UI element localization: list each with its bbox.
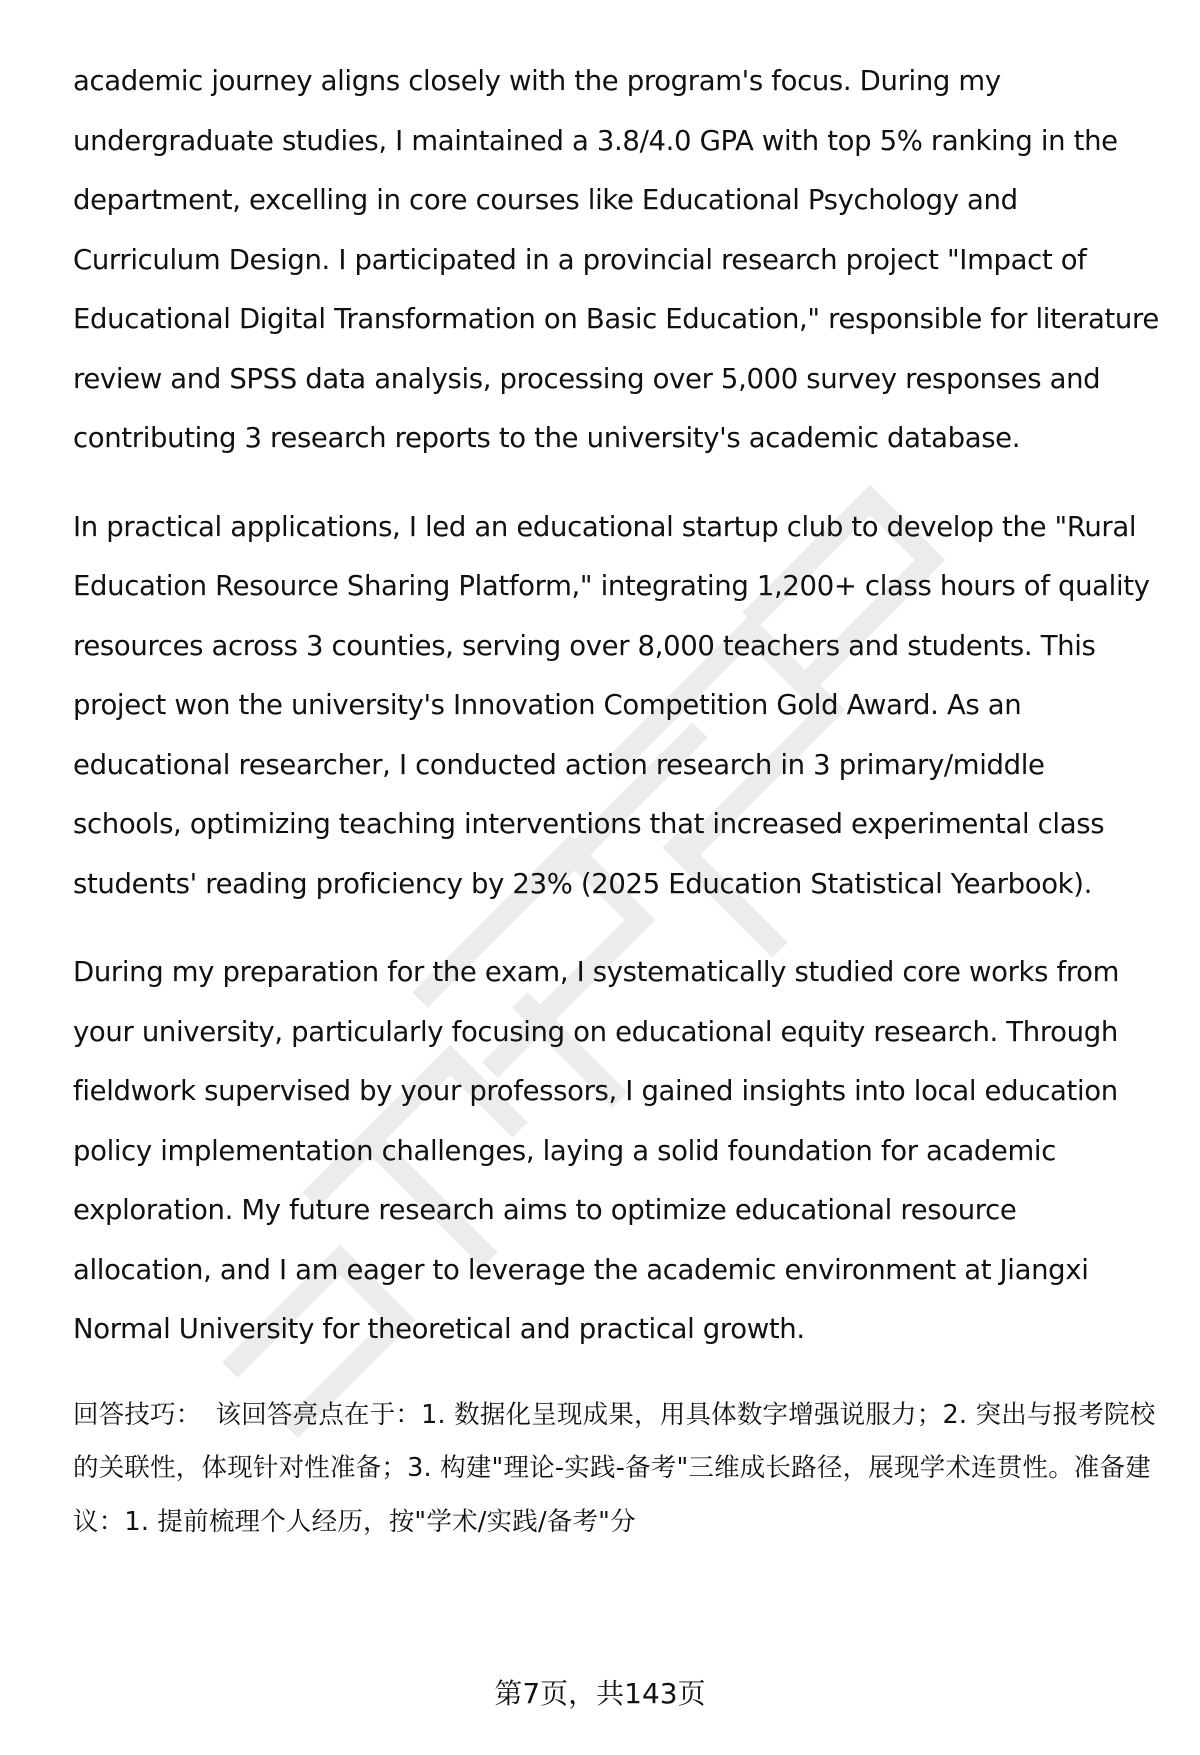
page-number-footer: 第7页，共143页: [494, 1677, 706, 1710]
paragraph-practical: In practical applications, I led an educational startup club to develop the "Rural Education Resource Sharing Platform," integrating 1,200+ class hours of quality resources across 3 counties, serving over 8,000 teachers and students. This project won the university's Innovation Competition Gold Award. As an educational researcher, I conducted action research in 3 primary/middle schools, optimizing teaching interventions that increased experimental class students' reading proficiency by 23% (2025 Education Statistical Yearbook).: [73, 510, 1150, 900]
answer-tips-label: 回答技巧：: [73, 1399, 202, 1430]
main-content: [73, 52, 1161, 1549]
answer-tips-text: 该回答亮点在于：1. 数据化呈现成果，用具体数字增强说服力；2. 突出与报考院校的关联性，体现针对性准备；3. 构建"理论-实践-备考"三维成长路径，展现学术连贯性。准备建议：1. 提前梳理个人经历，按"学术/实践/备考"分: [73, 1399, 1156, 1537]
paragraph-academic: academic journey aligns closely with the program's focus. During my undergraduate studies, I maintained a 3.8/4.0 GPA with top 5% ranking in the department, excelling in core courses like Educational Psychology and Curriculum Design. I participated in a provincial research project "Impact of Educational Digital Transformation on Basic Education," responsible for literature review and SPSS data analysis, processing over 5,000 survey responses and contributing 3 research reports to the university's academic database.: [73, 65, 1159, 454]
paragraph-preparation: During my preparation for the exam, I systematically studied core works from your university, particularly focusing on educational equity research. Through fieldwork supervised by your professors, I gained insights into local education policy implementation challenges, laying a solid foundation for academic exploration. My future research aims to optimize educational resource allocation, and I am eager to leverage the academic environment at Jiangxi Normal University for theoretical and practical growth.: [73, 956, 1120, 1345]
answer-tips: [73, 1389, 1161, 1550]
